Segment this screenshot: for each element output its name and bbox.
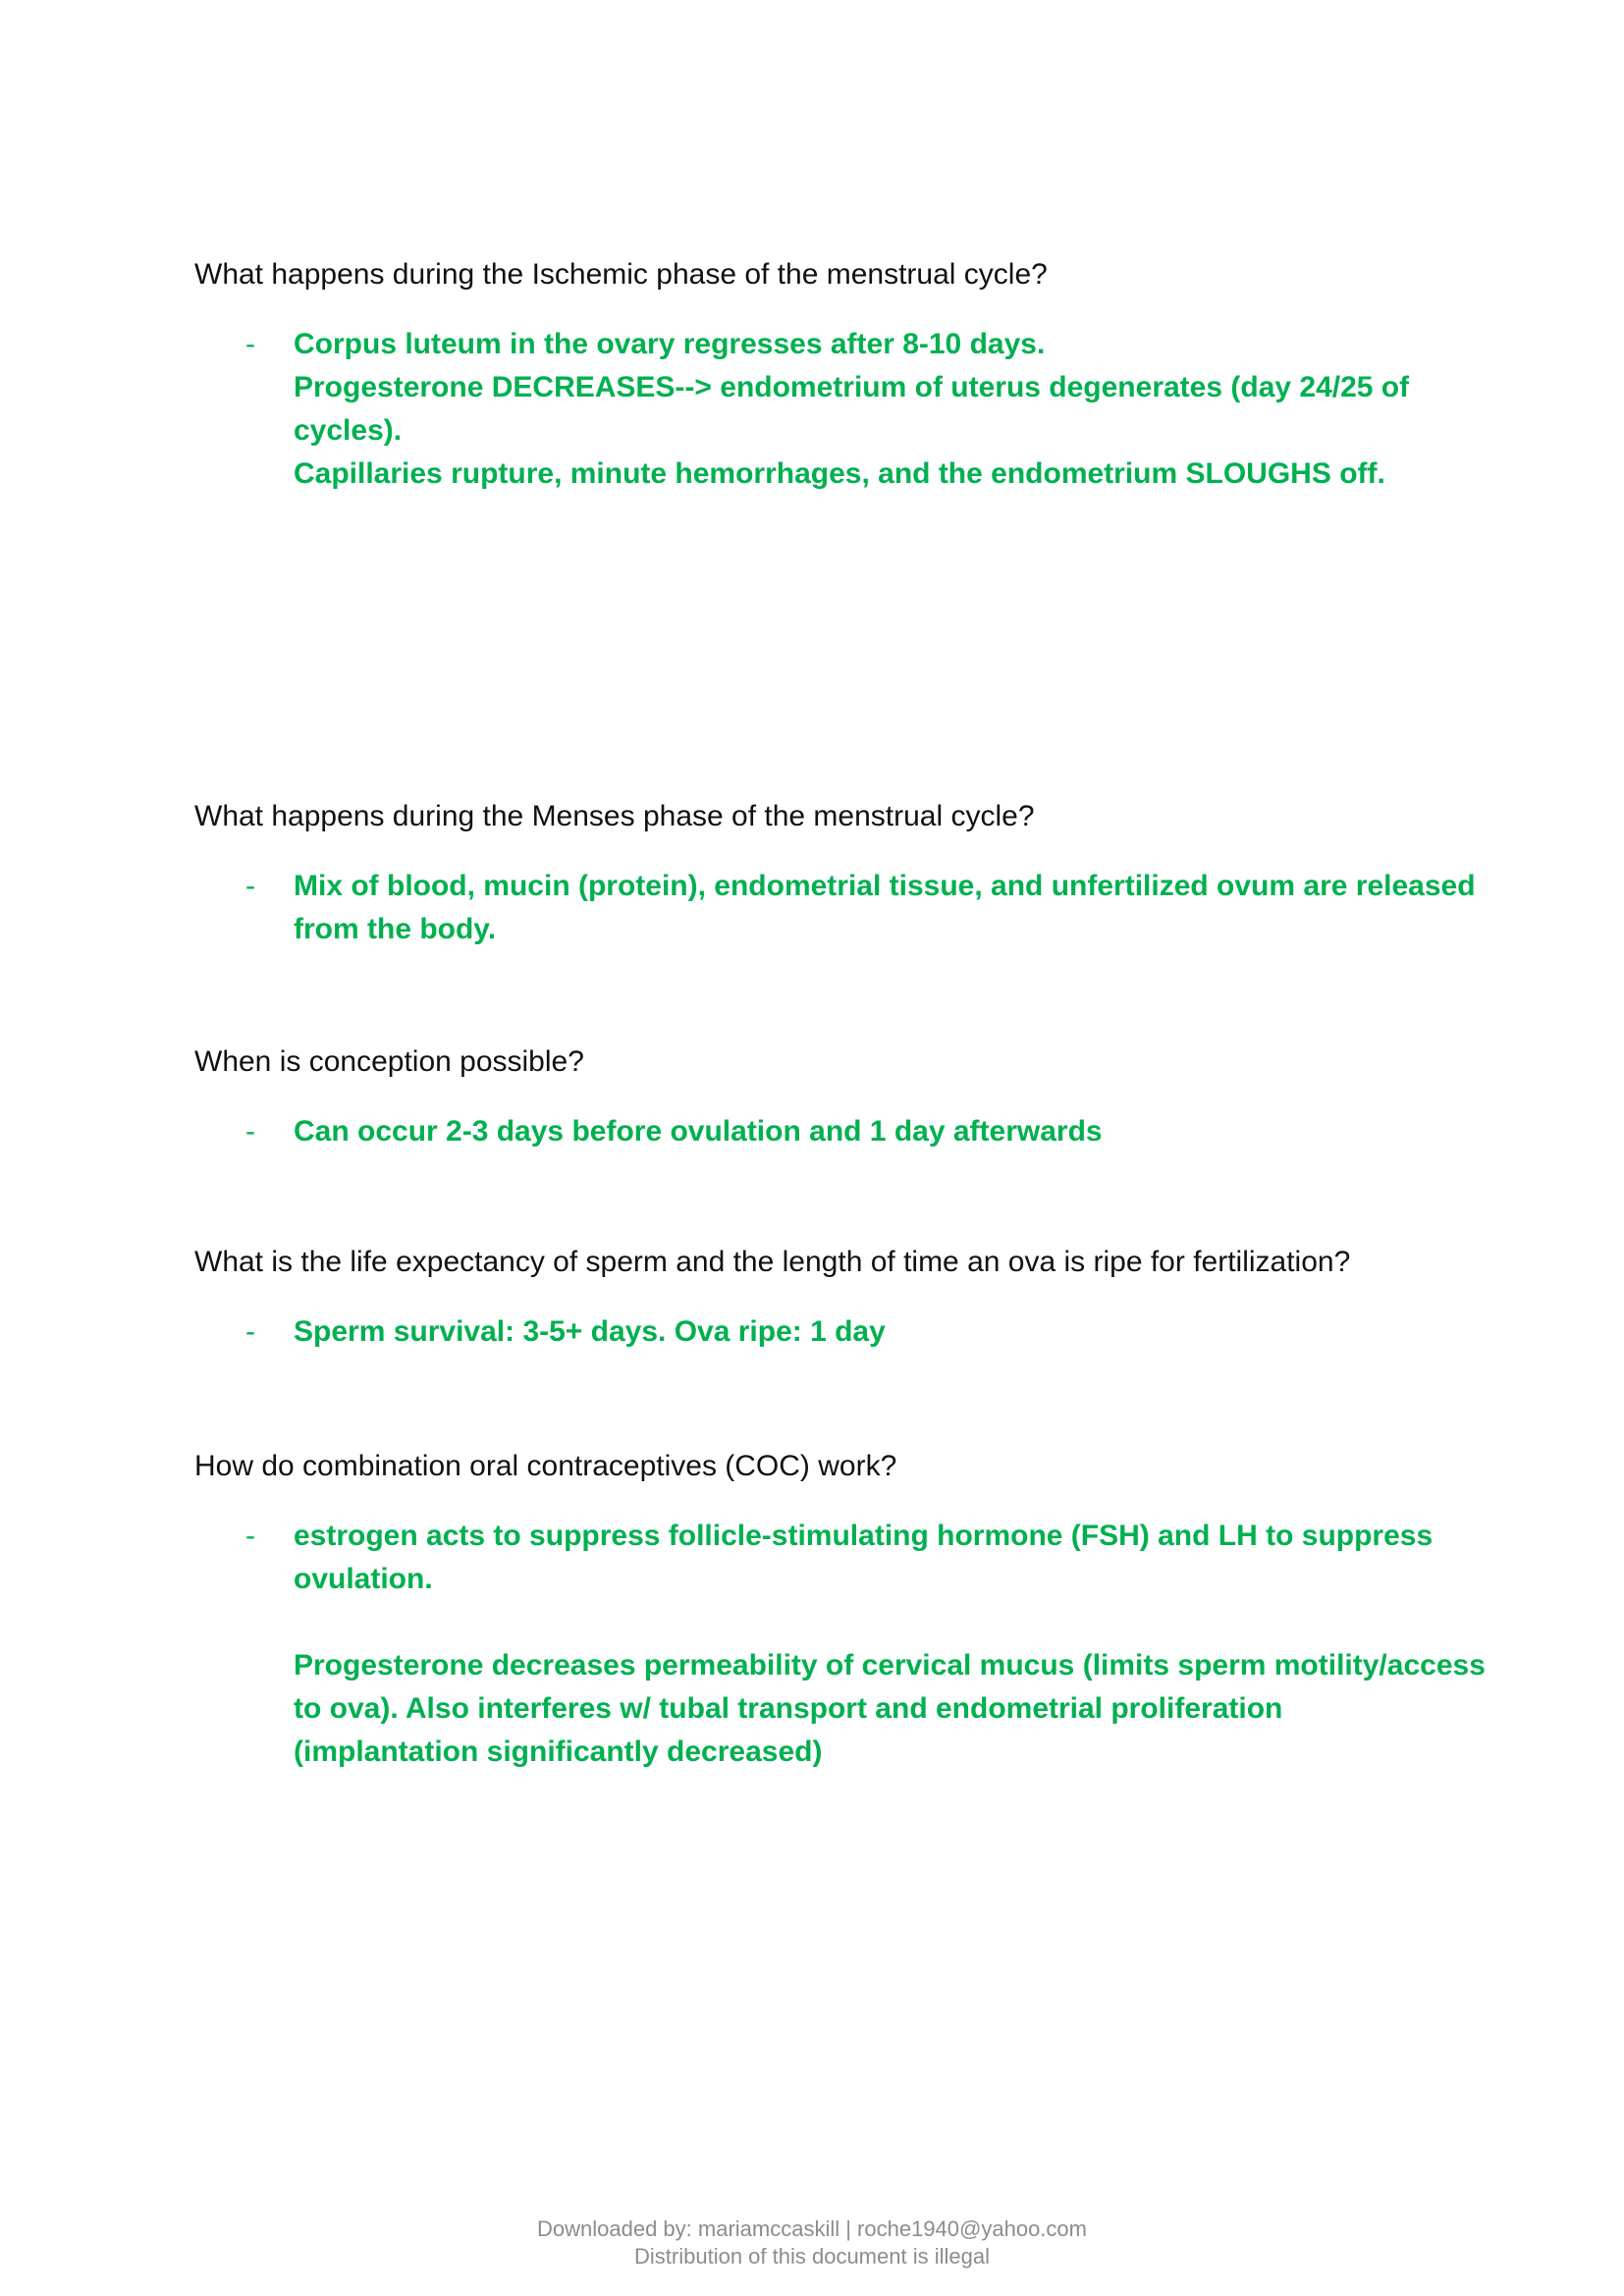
- answer-ischemic: [194, 323, 1490, 496]
- bullet-dash: -: [245, 870, 255, 902]
- bullet-dash: -: [245, 1315, 255, 1348]
- footer-distribution-notice: Distribution of this document is illegal: [634, 2244, 990, 2269]
- answer-coc: [194, 1515, 1490, 1774]
- answer-line: Corpus luteum in the ovary regresses after 8-10 days.: [294, 328, 1046, 360]
- question-life-expectancy: What is the life expectancy of sperm and the length of time an ova is ripe for fertilization?: [194, 1246, 1351, 1278]
- qa-block-life-expectancy: [194, 1241, 1490, 1354]
- answer-line: ovulation.: [294, 1563, 433, 1595]
- qa-block-menses: [194, 795, 1490, 951]
- download-footer: [0, 2216, 1624, 2270]
- bullet-dash: -: [245, 1115, 255, 1148]
- paragraph-gap: [294, 1601, 1490, 1644]
- footer-downloaded-by: Downloaded by: mariamccaskill | roche1940@yahoo.com: [537, 2216, 1087, 2241]
- question-ischemic: What happens during the Ischemic phase of the menstrual cycle?: [194, 258, 1048, 291]
- answer-conception: [194, 1110, 1490, 1153]
- qa-block-conception: [194, 1041, 1490, 1153]
- answer-line: Can occur 2-3 days before ovulation and 1 day afterwards: [294, 1115, 1103, 1148]
- answer-line: cycles).: [294, 414, 403, 447]
- question-menses: What happens during the Menses phase of the menstrual cycle?: [194, 800, 1035, 832]
- answer-line: Sperm survival: 3-5+ days. Ova ripe: 1 day: [294, 1315, 886, 1348]
- answer-line: Mix of blood, mucin (protein), endometrial tissue, and unfertilized ovum are released: [294, 870, 1476, 902]
- qa-block-coc: [194, 1445, 1490, 1774]
- question-conception: When is conception possible?: [194, 1045, 584, 1078]
- answer-menses: [194, 865, 1490, 951]
- qa-block-ischemic: [194, 253, 1490, 496]
- answer-line: Capillaries rupture, minute hemorrhages, and the endometrium SLOUGHS off.: [294, 457, 1385, 490]
- answer-line: Progesterone decreases permeability of cervical mucus (limits sperm motility/access: [294, 1649, 1486, 1682]
- question-coc: How do combination oral contraceptives (COC) work?: [194, 1450, 897, 1482]
- bullet-dash: -: [245, 1520, 255, 1552]
- answer-life-expectancy: [194, 1310, 1490, 1354]
- answer-line: from the body.: [294, 913, 497, 945]
- answer-line: Progesterone DECREASES--> endometrium of uterus degenerates (day 24/25 of: [294, 371, 1410, 403]
- answer-line: (implantation significantly decreased): [294, 1735, 823, 1768]
- answer-line: estrogen acts to suppress follicle-stimulating hormone (FSH) and LH to suppress: [294, 1520, 1434, 1552]
- answer-line: to ova). Also interferes w/ tubal transport and endometrial proliferation: [294, 1692, 1283, 1725]
- bullet-dash: -: [245, 328, 255, 360]
